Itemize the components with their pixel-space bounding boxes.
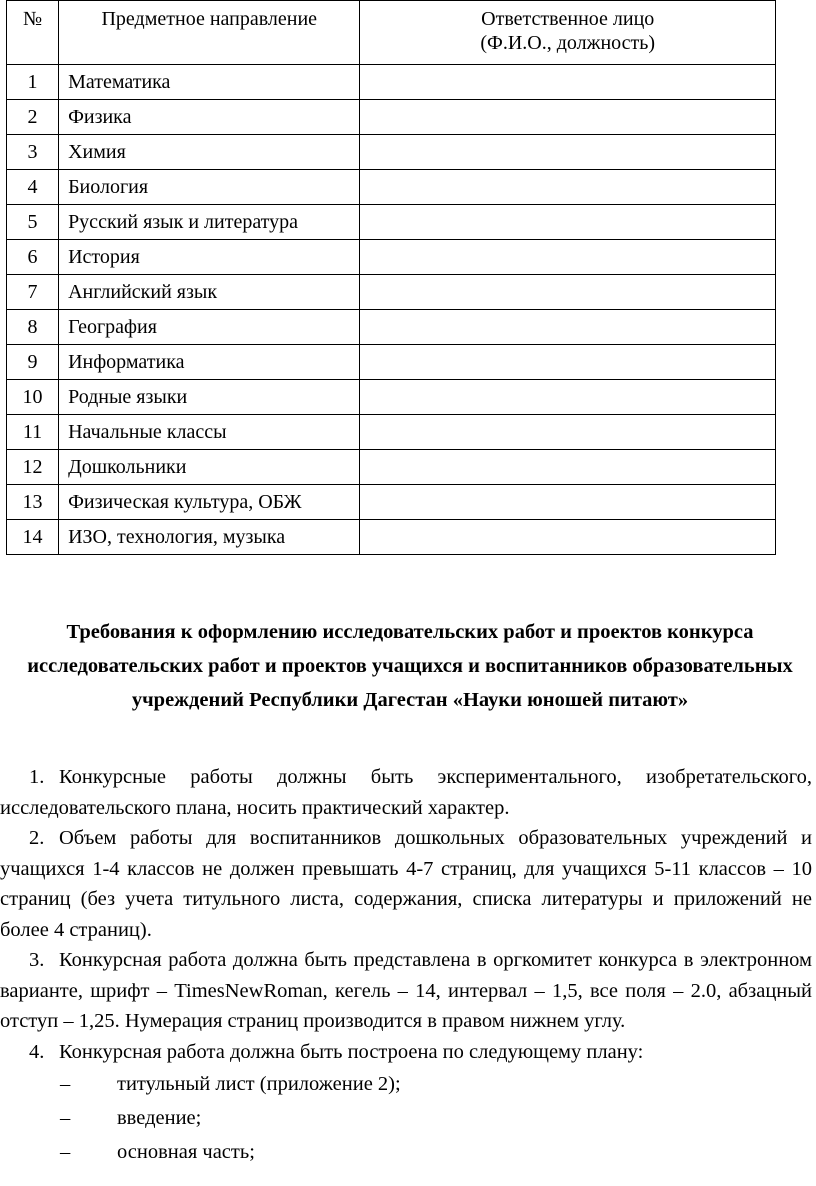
bullet-text: основная часть; [117, 1141, 255, 1163]
table-row [7, 135, 776, 170]
row-number: 8 [7, 310, 59, 345]
table-row [7, 170, 776, 205]
row-subject: Математика [59, 65, 360, 100]
bullet-text: титульный лист (приложение 2); [117, 1073, 401, 1095]
row-responsible [360, 240, 776, 275]
header-subject: Предметное направление [59, 1, 360, 65]
plan-bullet-item [0, 1135, 816, 1169]
row-subject: ИЗО, технология, музыка [59, 520, 360, 555]
table-row [7, 450, 776, 485]
bullet-dash: – [60, 1141, 71, 1163]
bullet-text: введение; [117, 1107, 202, 1129]
header-responsible-line1: Ответственное лицо [481, 8, 655, 30]
row-subject: Начальные классы [59, 415, 360, 450]
row-number: 11 [7, 415, 59, 450]
row-subject: Физика [59, 100, 360, 135]
table-row [7, 485, 776, 520]
row-subject: Английский язык [59, 275, 360, 310]
table-row [7, 100, 776, 135]
requirements-list [0, 762, 816, 1169]
row-responsible [360, 345, 776, 380]
table-row [7, 345, 776, 380]
row-number: 4 [7, 170, 59, 205]
requirement-item [0, 762, 812, 823]
requirement-text: Объем работы для воспитанников дошкольных образовательных учреждений и учащихся 1-4 классов не должен превышать 4-7 страниц, для учащихся 5-11 классов – 10 страниц (без учета титульного листа, содержания, списка литературы и приложений не более 4 страниц). [0, 827, 812, 941]
bullet-dash: – [60, 1107, 71, 1129]
row-number: 9 [7, 345, 59, 380]
row-number: 7 [7, 275, 59, 310]
row-responsible [360, 520, 776, 555]
requirement-text: Конкурсная работа должна быть построена по следующему плану: [59, 1040, 644, 1063]
requirements-paragraphs [0, 762, 816, 1067]
row-responsible [360, 170, 776, 205]
row-subject: География [59, 310, 360, 345]
row-subject: Информатика [59, 345, 360, 380]
requirement-text: Конкурсная работа должна быть представлена в оргкомитет конкурса в электронном варианте, шрифт – TimesNewRoman, кегель – 14, интервал – 1,5, все поля – 2.0, абзацный отступ – 1,25. Нумерация страниц производится в правом нижнем углу. [0, 949, 812, 1032]
table-row [7, 380, 776, 415]
requirement-text: Конкурсные работы должны быть экспериментального, изобретательского, исследовательского плана, носить практический характер. [0, 766, 812, 819]
requirement-item [0, 823, 812, 945]
header-responsible [360, 1, 776, 65]
row-number: 2 [7, 100, 59, 135]
row-number: 10 [7, 380, 59, 415]
row-number: 1 [7, 65, 59, 100]
requirement-number: 2. [29, 827, 45, 849]
row-subject: Химия [59, 135, 360, 170]
requirement-item [0, 1037, 812, 1068]
row-subject: Физическая культура, ОБЖ [59, 485, 360, 520]
table-row [7, 520, 776, 555]
responsibility-table [6, 0, 776, 555]
row-responsible [360, 205, 776, 240]
row-number: 5 [7, 205, 59, 240]
section-title: Требования к оформлению исследовательских работ и проектов конкурса исследовательских работ и проектов учащихся и воспитанников образовательных учреждений Республики Дагестан «Науки юношей питают» [27, 621, 793, 711]
row-responsible [360, 380, 776, 415]
row-number: 6 [7, 240, 59, 275]
table-row [7, 415, 776, 450]
row-number: 3 [7, 135, 59, 170]
table-row [7, 205, 776, 240]
row-responsible [360, 415, 776, 450]
table-row [7, 310, 776, 345]
table-header-row [7, 1, 776, 65]
row-responsible [360, 100, 776, 135]
row-subject: Русский язык и литература [59, 205, 360, 240]
table-row [7, 275, 776, 310]
row-number: 14 [7, 520, 59, 555]
row-responsible [360, 275, 776, 310]
header-number: № [7, 1, 59, 65]
requirement-number: 1. [29, 766, 45, 788]
row-subject: Биология [59, 170, 360, 205]
table-row [7, 65, 776, 100]
table-body [7, 65, 776, 555]
row-number: 12 [7, 450, 59, 485]
requirement-item [0, 945, 812, 1037]
requirement-number: 3. [29, 949, 45, 971]
row-subject: История [59, 240, 360, 275]
row-subject: Родные языки [59, 380, 360, 415]
plan-bullets [0, 1067, 816, 1169]
header-responsible-line2: (Ф.И.О., должность) [480, 32, 656, 54]
row-number: 13 [7, 485, 59, 520]
table-row [7, 240, 776, 275]
plan-bullet-item [0, 1101, 816, 1135]
plan-bullet-item [0, 1067, 816, 1101]
row-responsible [360, 65, 776, 100]
row-responsible [360, 485, 776, 520]
row-responsible [360, 310, 776, 345]
row-responsible [360, 450, 776, 485]
requirement-number: 4. [29, 1040, 45, 1063]
row-responsible [360, 135, 776, 170]
row-subject: Дошкольники [59, 450, 360, 485]
bullet-dash: – [60, 1073, 71, 1095]
